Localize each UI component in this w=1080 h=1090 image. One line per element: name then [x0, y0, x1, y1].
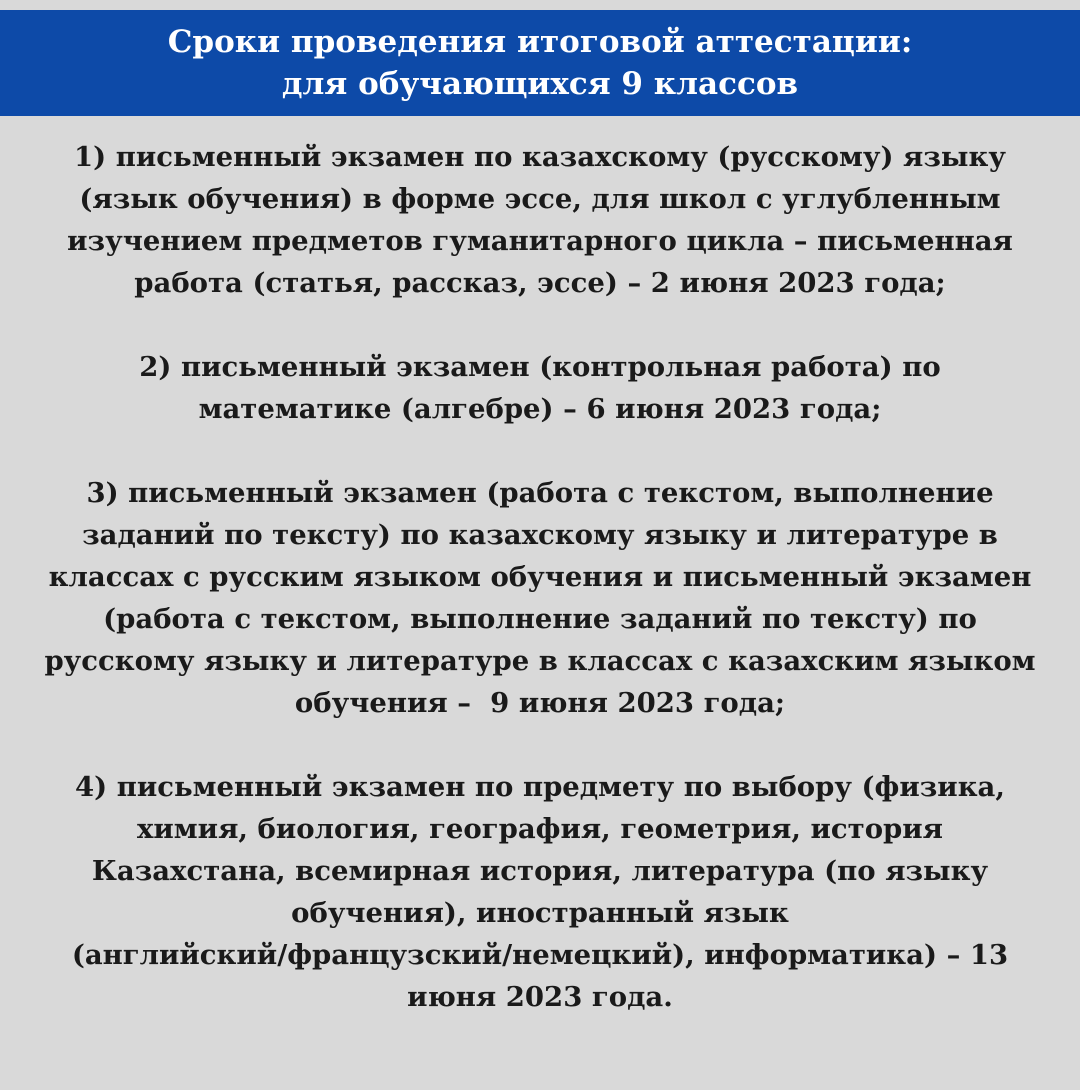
exam-item-line: химия, биология, география, геометрия, история: [137, 813, 943, 845]
exam-item-3: [0, 472, 1080, 724]
exam-item-line: изучением предметов гуманитарного цикла – письменная: [67, 225, 1013, 257]
exam-item-line: 4) письменный экзамен по предмету по выбору (физика,: [75, 771, 1005, 803]
exam-item-line: работа (статья, рассказ, эссе) – 2 июня 2023 года;: [134, 267, 946, 299]
exam-schedule-list: [0, 136, 1080, 1060]
exam-item-2: [0, 346, 1080, 430]
exam-item-line: (язык обучения) в форме эссе, для школ с углубленным: [79, 183, 1001, 215]
exam-item-line: 1) письменный экзамен по казахскому (русскому) языку: [74, 141, 1006, 173]
exam-item-line: 2) письменный экзамен (контрольная работа) по: [139, 351, 941, 383]
exam-item-line: обучения – 9 июня 2023 года;: [294, 687, 786, 719]
exam-item-line: июня 2023 года.: [407, 981, 673, 1013]
page-title-line-1: Сроки проведения итоговой аттестации:: [167, 24, 913, 60]
title-banner: [0, 10, 1080, 116]
exam-item-line: классах с русским языком обучения и письменный экзамен: [48, 561, 1032, 593]
exam-item-line: Казахстана, всемирная история, литература (по языку: [91, 855, 989, 887]
exam-item-line: математике (алгебре) – 6 июня 2023 года;: [198, 393, 882, 425]
exam-item-line: 3) письменный экзамен (работа с текстом, выполнение: [86, 477, 994, 509]
exam-item-4: [0, 766, 1080, 1018]
exam-item-line: обучения), иностранный язык: [291, 897, 789, 929]
exam-item-line: (английский/французский/немецкий), информатика) – 13: [71, 939, 1009, 971]
exam-item-line: русскому языку и литературе в классах с казахским языком: [44, 645, 1036, 677]
exam-item-line: заданий по тексту) по казахскому языку и литературе в: [82, 519, 998, 551]
page-title-line-2: для обучающихся 9 классов: [281, 66, 799, 102]
exam-item-line: (работа с текстом, выполнение заданий по тексту) по: [103, 603, 977, 635]
exam-item-1: [0, 136, 1080, 304]
